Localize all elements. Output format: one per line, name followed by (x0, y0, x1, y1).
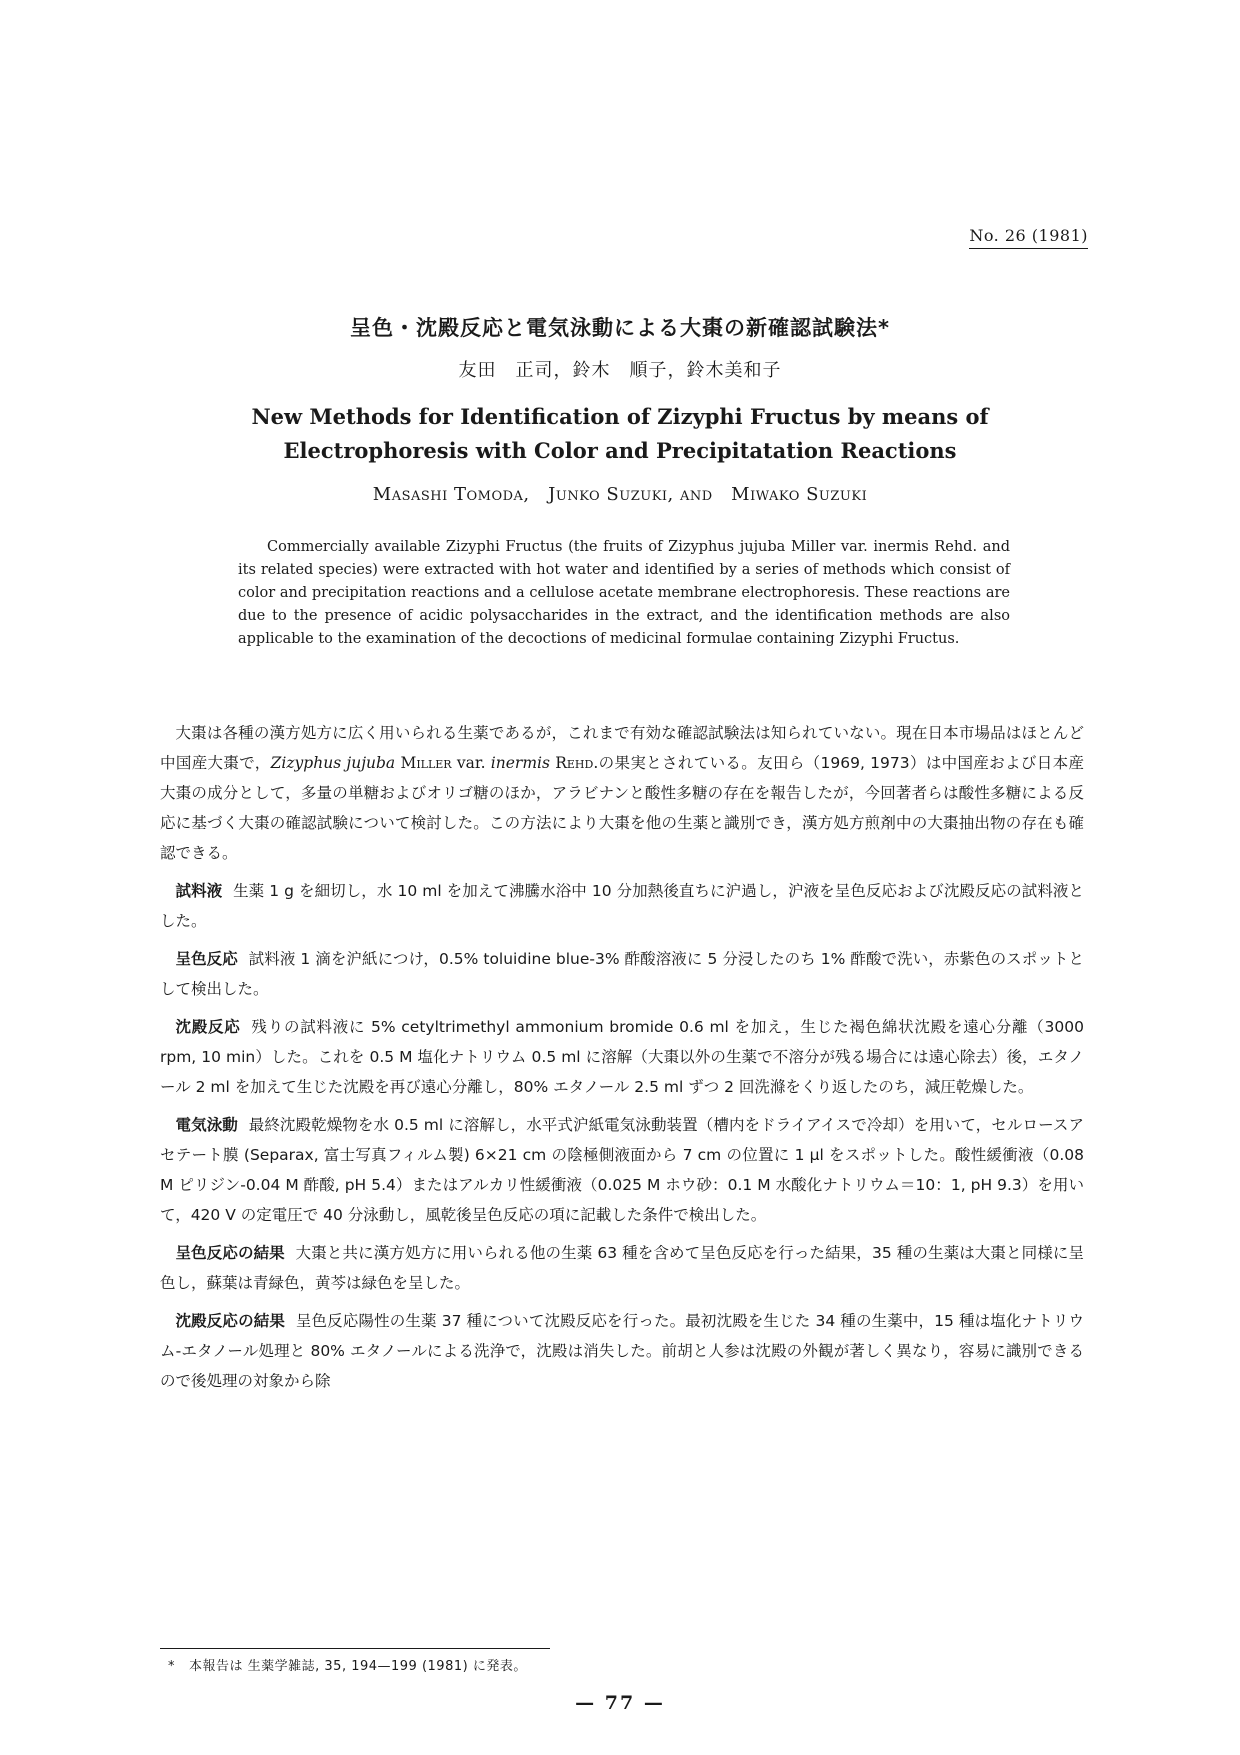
section-text: 試料液 1 滴を沪紙につけ，0.5% toluidine blue-3% 酢酸溶液に 5 分浸したのち 1% 酢酸で洗い，赤紫色のスポットとして検出した。 (160, 950, 1084, 998)
authors-japanese: 友田 正司，鈴木 順子，鈴木美和子 (458, 360, 782, 381)
title-japanese: 呈色・沈殿反応と電気泳動による大棗の新確認試験法* (350, 316, 890, 340)
abstract: Commercially available Zizyphi Fructus (the fruits of Zizyphus jujuba Miller var. inermis Rehd. and its related species) were extracted with hot water and identified by a series of methods which consist of color and precipitation reactions and a cellulose acetate membrane electrophoresis. These reactions are due to the presence of acidic polysaccharides in the extract, and the identification methods are also applicable to the examination of the decoctions of medicinal formulae containing Zizyphi Fructus. (238, 539, 1010, 647)
section-heading: 沈殿反応 (175, 1018, 241, 1036)
section-heading: 試料液 (175, 882, 223, 900)
section-heading: 呈色反応の結果 (175, 1244, 285, 1262)
title-english (0, 400, 1240, 468)
section-heading: 電気泳動 (175, 1116, 238, 1134)
page-number: — 77 — (575, 1692, 665, 1714)
section-precipitation-results (160, 1306, 1084, 1396)
title-english-line-2: Electrophoresis with Color and Precipitatation Reactions (283, 438, 957, 463)
section-text: 残りの試料液に 5% cetyltrimethyl ammonium bromide 0.6 ml を加え，生じた褐色綿状沈殿を遠心分離（3000 rpm, 10 min）した。これを 0.5 M 塩化ナトリウム 0.5 ml に溶解（大棗以外の生薬で不溶分が残る場合には遠心除去）後，エタノール 2 ml を加えて生じた沈殿を再び遠心分離し，80% エタノール 2.5 ml ずつ 2 回洗滌をくり返したのち，減圧乾燥した。 (160, 1018, 1084, 1096)
intro-paragraph (160, 718, 1084, 868)
section-text: 大棗と共に漢方処方に用いられる他の生薬 63 種を含めて呈色反応を行った結果，35 種の生薬は大棗と同様に呈色し，蘇葉は青緑色，黄芩は緑色を呈した。 (160, 1244, 1084, 1292)
section-text: 呈色反応陽性の生薬 37 種について沈殿反応を行った。最初沈殿を生じた 34 種の生薬中，15 種は塩化ナトリウム-エタノール処理と 80% エタノールによる洗浄で，沈殿は消失した。前胡と人参は沈殿の外観が著しく異なり，容易に識別できるので後処理の対象から除 (160, 1312, 1084, 1390)
intro-variety: inermis (490, 754, 550, 772)
footnote (168, 1655, 527, 1674)
section-text: 生薬 1 g を細切し，水 10 ml を加えて沸騰水浴中 10 分加熱後直ちに沪過し，沪液を呈色反応および沈殿反応の試料液とした。 (160, 882, 1084, 930)
intro-species: Zizyphus jujuba (270, 754, 396, 772)
footnote-mark: * (168, 1659, 175, 1674)
section-color-results (160, 1238, 1084, 1298)
footnote-text: 本報告は 生薬学雑誌, 35, 194—199 (1981) に発表。 (189, 1659, 527, 1674)
body-text (160, 718, 1084, 1404)
intro-var: var. (456, 754, 486, 772)
issue-label: No. 26 (1981) (969, 226, 1088, 249)
section-heading: 呈色反応 (175, 950, 238, 968)
section-electrophoresis (160, 1110, 1084, 1230)
section-text: 最終沈殿乾燥物を水 0.5 ml に溶解し，水平式沪紙電気泳動装置（槽内をドライアイスで冷却）を用いて，セルロースアセテート膜 (Separax, 富士写真フィルム製) 6×21 cm の陰極側液面から 7 cm の位置に 1 μl をスポットした。酸性緩衝液（0.08 M ピリジン-0.04 M 酢酸, pH 5.4）またはアルカリ性緩衝液（0.025 M ホウ砂：0.1 M 水酸化ナトリウム＝10：1, pH 9.3）を用いて，420 V の定電圧で 40 分泳動し，風乾後呈色反応の項に記載した条件で検出した。 (160, 1116, 1084, 1224)
intro-part-b: の果実とされている。友田ら（1969, 1973）は中国産および日本産大棗の成分として，多量の単糖およびオリゴ糖のほか，アラビナンと酸性多糖の存在を報告したが，今回著者らは酸性多糖による反応に基づく大棗の確認試験について検討した。この方法により大棗を他の生薬と識別でき，漢方処方煎剤中の大棗抽出物の存在も確認できる。 (160, 754, 1084, 862)
title-english-line-1: New Methods for Identification of Zizyphi Fructus by means of (251, 404, 989, 429)
footnote-divider (160, 1648, 550, 1649)
intro-part-a: 大棗は各種の漢方処方に広く用いられる生薬であるが，これまで有効な確認試験法は知られていない。現在日本市場品はほとんど中国産大棗で， (160, 724, 1084, 772)
section-sample-solution (160, 876, 1084, 936)
authors-english: Masashi Tomoda, Junko Suzuki, and Miwako Suzuki (372, 484, 868, 505)
section-heading: 沈殿反応の結果 (175, 1312, 286, 1330)
intro-author-2: Rehd. (555, 754, 599, 772)
intro-author-1: Miller (400, 754, 452, 772)
section-color-reaction (160, 944, 1084, 1004)
section-precipitation-reaction (160, 1012, 1084, 1102)
